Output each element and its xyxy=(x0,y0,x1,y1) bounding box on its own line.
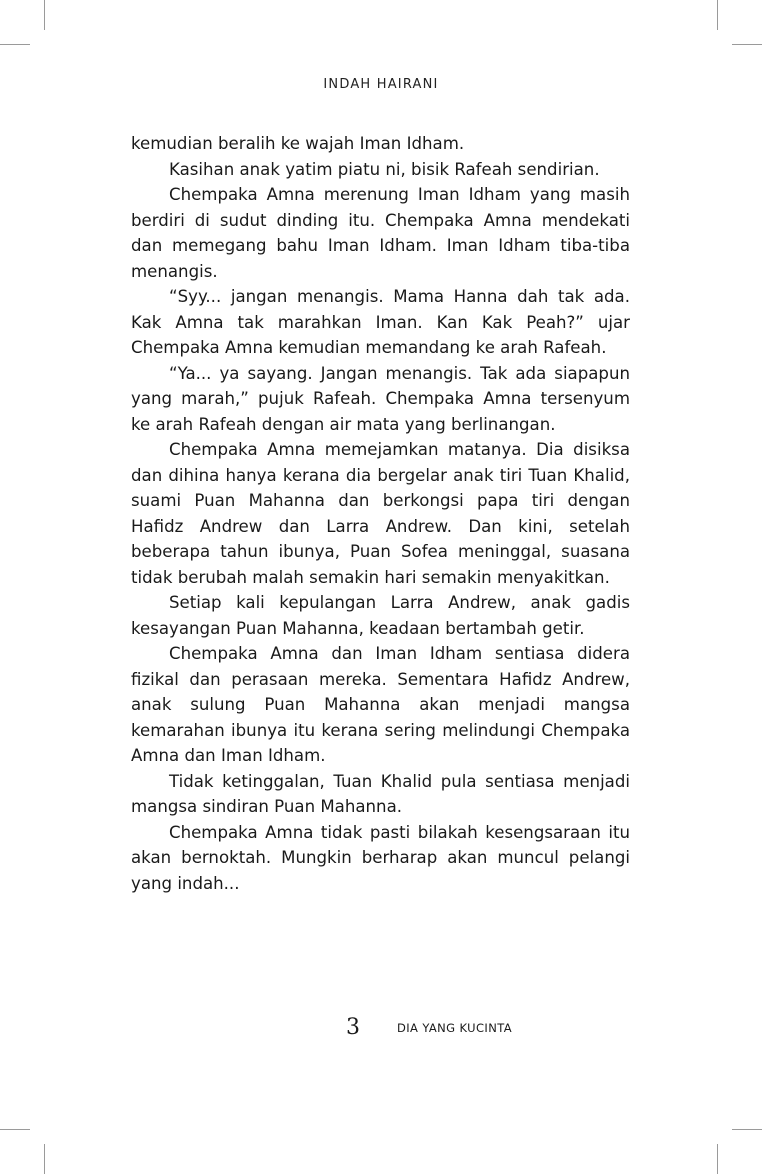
paragraph: Chempaka Amna memejamkan matanya. Dia disiksa dan dihina hanya kerana dia bergelar anak tiri Tuan Khalid, suami Puan Mahanna dan berkongsi papa tiri dengan Hafidz Andrew dan Larra Andrew. Dan kini, setelah beberapa tahun ibunya, Puan Sofea meninggal, suasana tidak berubah malah semakin hari semakin menyakitkan. xyxy=(131,440,630,587)
paragraph: Tidak ketinggalan, Tuan Khalid pula sentiasa menjadi mangsa sindiran Puan Mahanna. xyxy=(131,771,630,816)
paragraph: “Syy... jangan menangis. Mama Hanna dah tak ada. Kak Amna tak marahkan Iman. Kan Kak Peah?” ujar Chempaka Amna kemudian memandang ke arah Rafeah. xyxy=(131,287,630,357)
crop-mark-top-left xyxy=(44,0,45,30)
running-foot-book-title: DIA YANG KUCINTA xyxy=(397,1021,513,1035)
body-text xyxy=(131,131,630,896)
paragraph: kemudian beralih ke wajah Iman Idham. xyxy=(131,134,465,153)
paragraph: Setiap kali kepulangan Larra Andrew, anak gadis kesayangan Puan Mahanna, keadaan bertambah getir. xyxy=(131,593,630,638)
crop-mark-bottom-right-h xyxy=(732,1129,762,1130)
crop-mark-top-left-h xyxy=(0,44,30,45)
crop-mark-bottom-left-h xyxy=(0,1129,30,1130)
paragraph: Chempaka Amna tidak pasti bilakah kesengsaraan itu akan bernoktah. Mungkin berharap akan muncul pelangi yang indah... xyxy=(131,822,630,893)
paragraph: Chempaka Amna dan Iman Idham sentiasa didera fizikal dan perasaan mereka. Sementara Hafidz Andrew, anak sulung Puan Mahanna akan menjadi mangsa kemarahan ibunya itu kerana sering melindungi Chempaka Amna dan Iman Idham. xyxy=(131,644,630,765)
crop-mark-bottom-right xyxy=(717,1144,718,1174)
crop-mark-top-right xyxy=(717,0,718,30)
page-number: 3 xyxy=(346,1015,360,1040)
crop-mark-top-right-h xyxy=(732,44,762,45)
crop-mark-bottom-left xyxy=(44,1144,45,1174)
running-head-author: INDAH HAIRANI xyxy=(323,77,439,92)
paragraph: “Ya... ya sayang. Jangan menangis. Tak ada siapapun yang marah,” pujuk Rafeah. Chempaka Amna tersenyum ke arah Rafeah dengan air mata yang berlinangan. xyxy=(131,363,630,434)
paragraph: Kasihan anak yatim piatu ni, bisik Rafeah sendirian. xyxy=(169,159,600,179)
page-footer xyxy=(0,1013,762,1043)
paragraph: Chempaka Amna merenung Iman Idham yang masih berdiri di sudut dinding itu. Chempaka Amna mendekati dan memegang bahu Iman Idham. Iman Idham tiba-tiba menangis. xyxy=(131,185,630,281)
